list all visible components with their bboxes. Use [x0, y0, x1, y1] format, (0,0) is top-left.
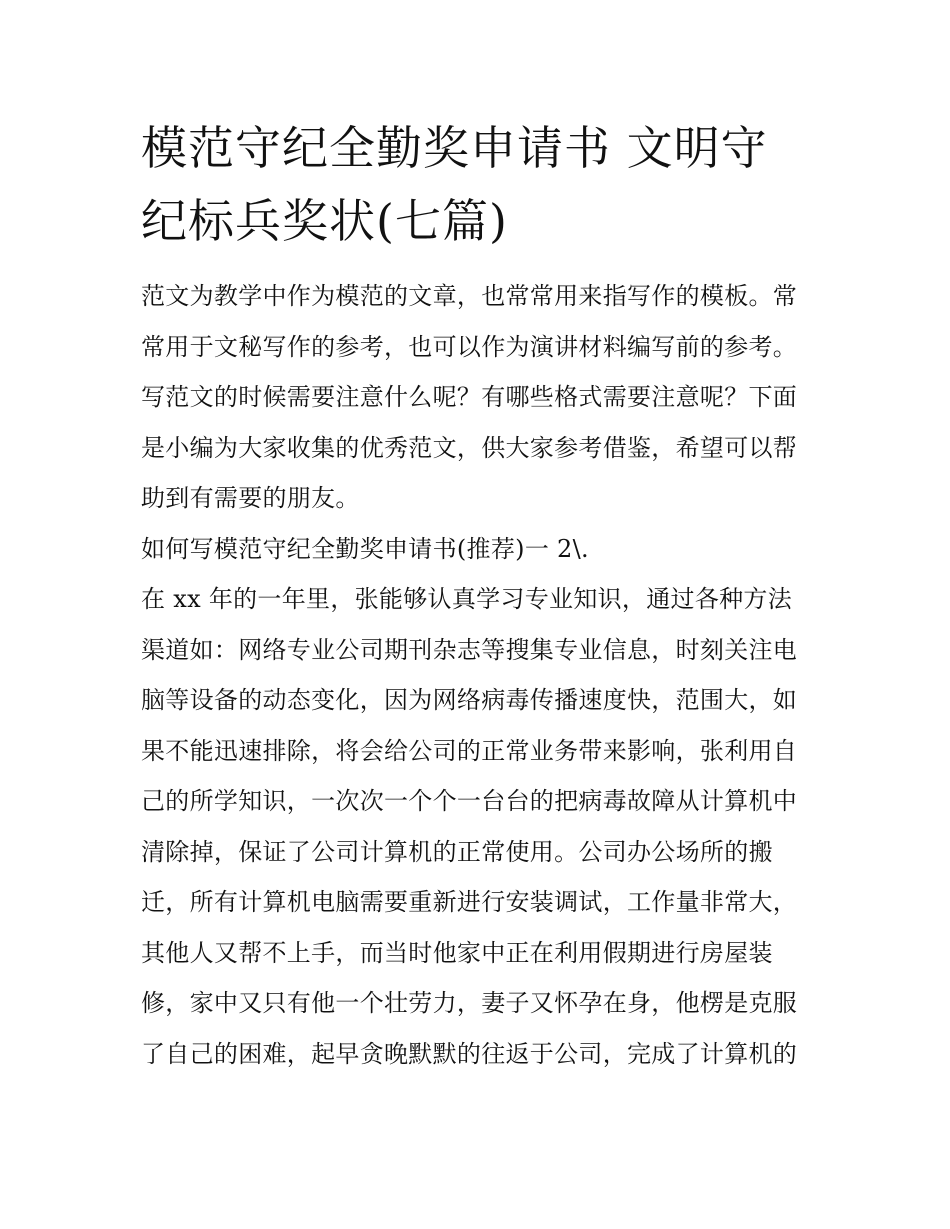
body-line: 在 xx 年的一年里，张能够认真学习专业知识，通过各种方法: [141, 585, 793, 613]
body-line: 是小编为大家收集的优秀范文，供大家参考借鉴，希望可以帮: [141, 433, 798, 462]
document-content: [141, 112, 816, 1079]
body-line: 脑等设备的动态变化，因为网络病毒传播速度快，范围大，如: [141, 686, 798, 714]
body-line: 己的所学知识，一次次一个个一台台的把病毒故障从计算机中: [141, 787, 798, 815]
body-line: 渠道如：网络专业公司期刊杂志等搜集专业信息，时刻关注电: [141, 635, 798, 664]
body-line: 其他人又帮不上手，而当时他家中正在利用假期进行房屋装: [141, 938, 773, 967]
document-title: [141, 112, 816, 258]
body-line: 迁，所有计算机电脑需要重新进行安装调试，工作量非常大，: [141, 888, 798, 916]
body-line: 果不能迅速排除，将会给公司的正常业务带来影响，张利用自: [141, 736, 798, 765]
body-line: 修，家中又只有他一个壮劳力，妻子又怀孕在身，他楞是克服: [141, 989, 798, 1017]
body-line: 写范文的时候需要注意什么呢？有哪些格式需要注意呢？下面: [141, 383, 798, 411]
title-line: 纪标兵奖状(七篇): [141, 194, 508, 248]
body-line: 常用于文秘写作的参考，也可以作为演讲材料编写前的参考。: [141, 332, 798, 361]
body-line: 范文为教学中作为模范的文章，也常常用来指写作的模板。常: [141, 282, 798, 310]
body-line: 助到有需要的朋友。: [141, 484, 360, 512]
document-body: [141, 271, 816, 1079]
section-heading: 如何写模范守纪全勤奖申请书(推荐)一 2\.: [141, 534, 589, 563]
title-line: 模范守纪全勤奖申请书 文明守: [141, 121, 768, 175]
body-line: 清除掉，保证了公司计算机的正常使用。公司办公场所的搬: [141, 837, 773, 866]
body-line: 了自己的困难，起早贪晚默默的往返于公司，完成了计算机的: [141, 1039, 798, 1068]
